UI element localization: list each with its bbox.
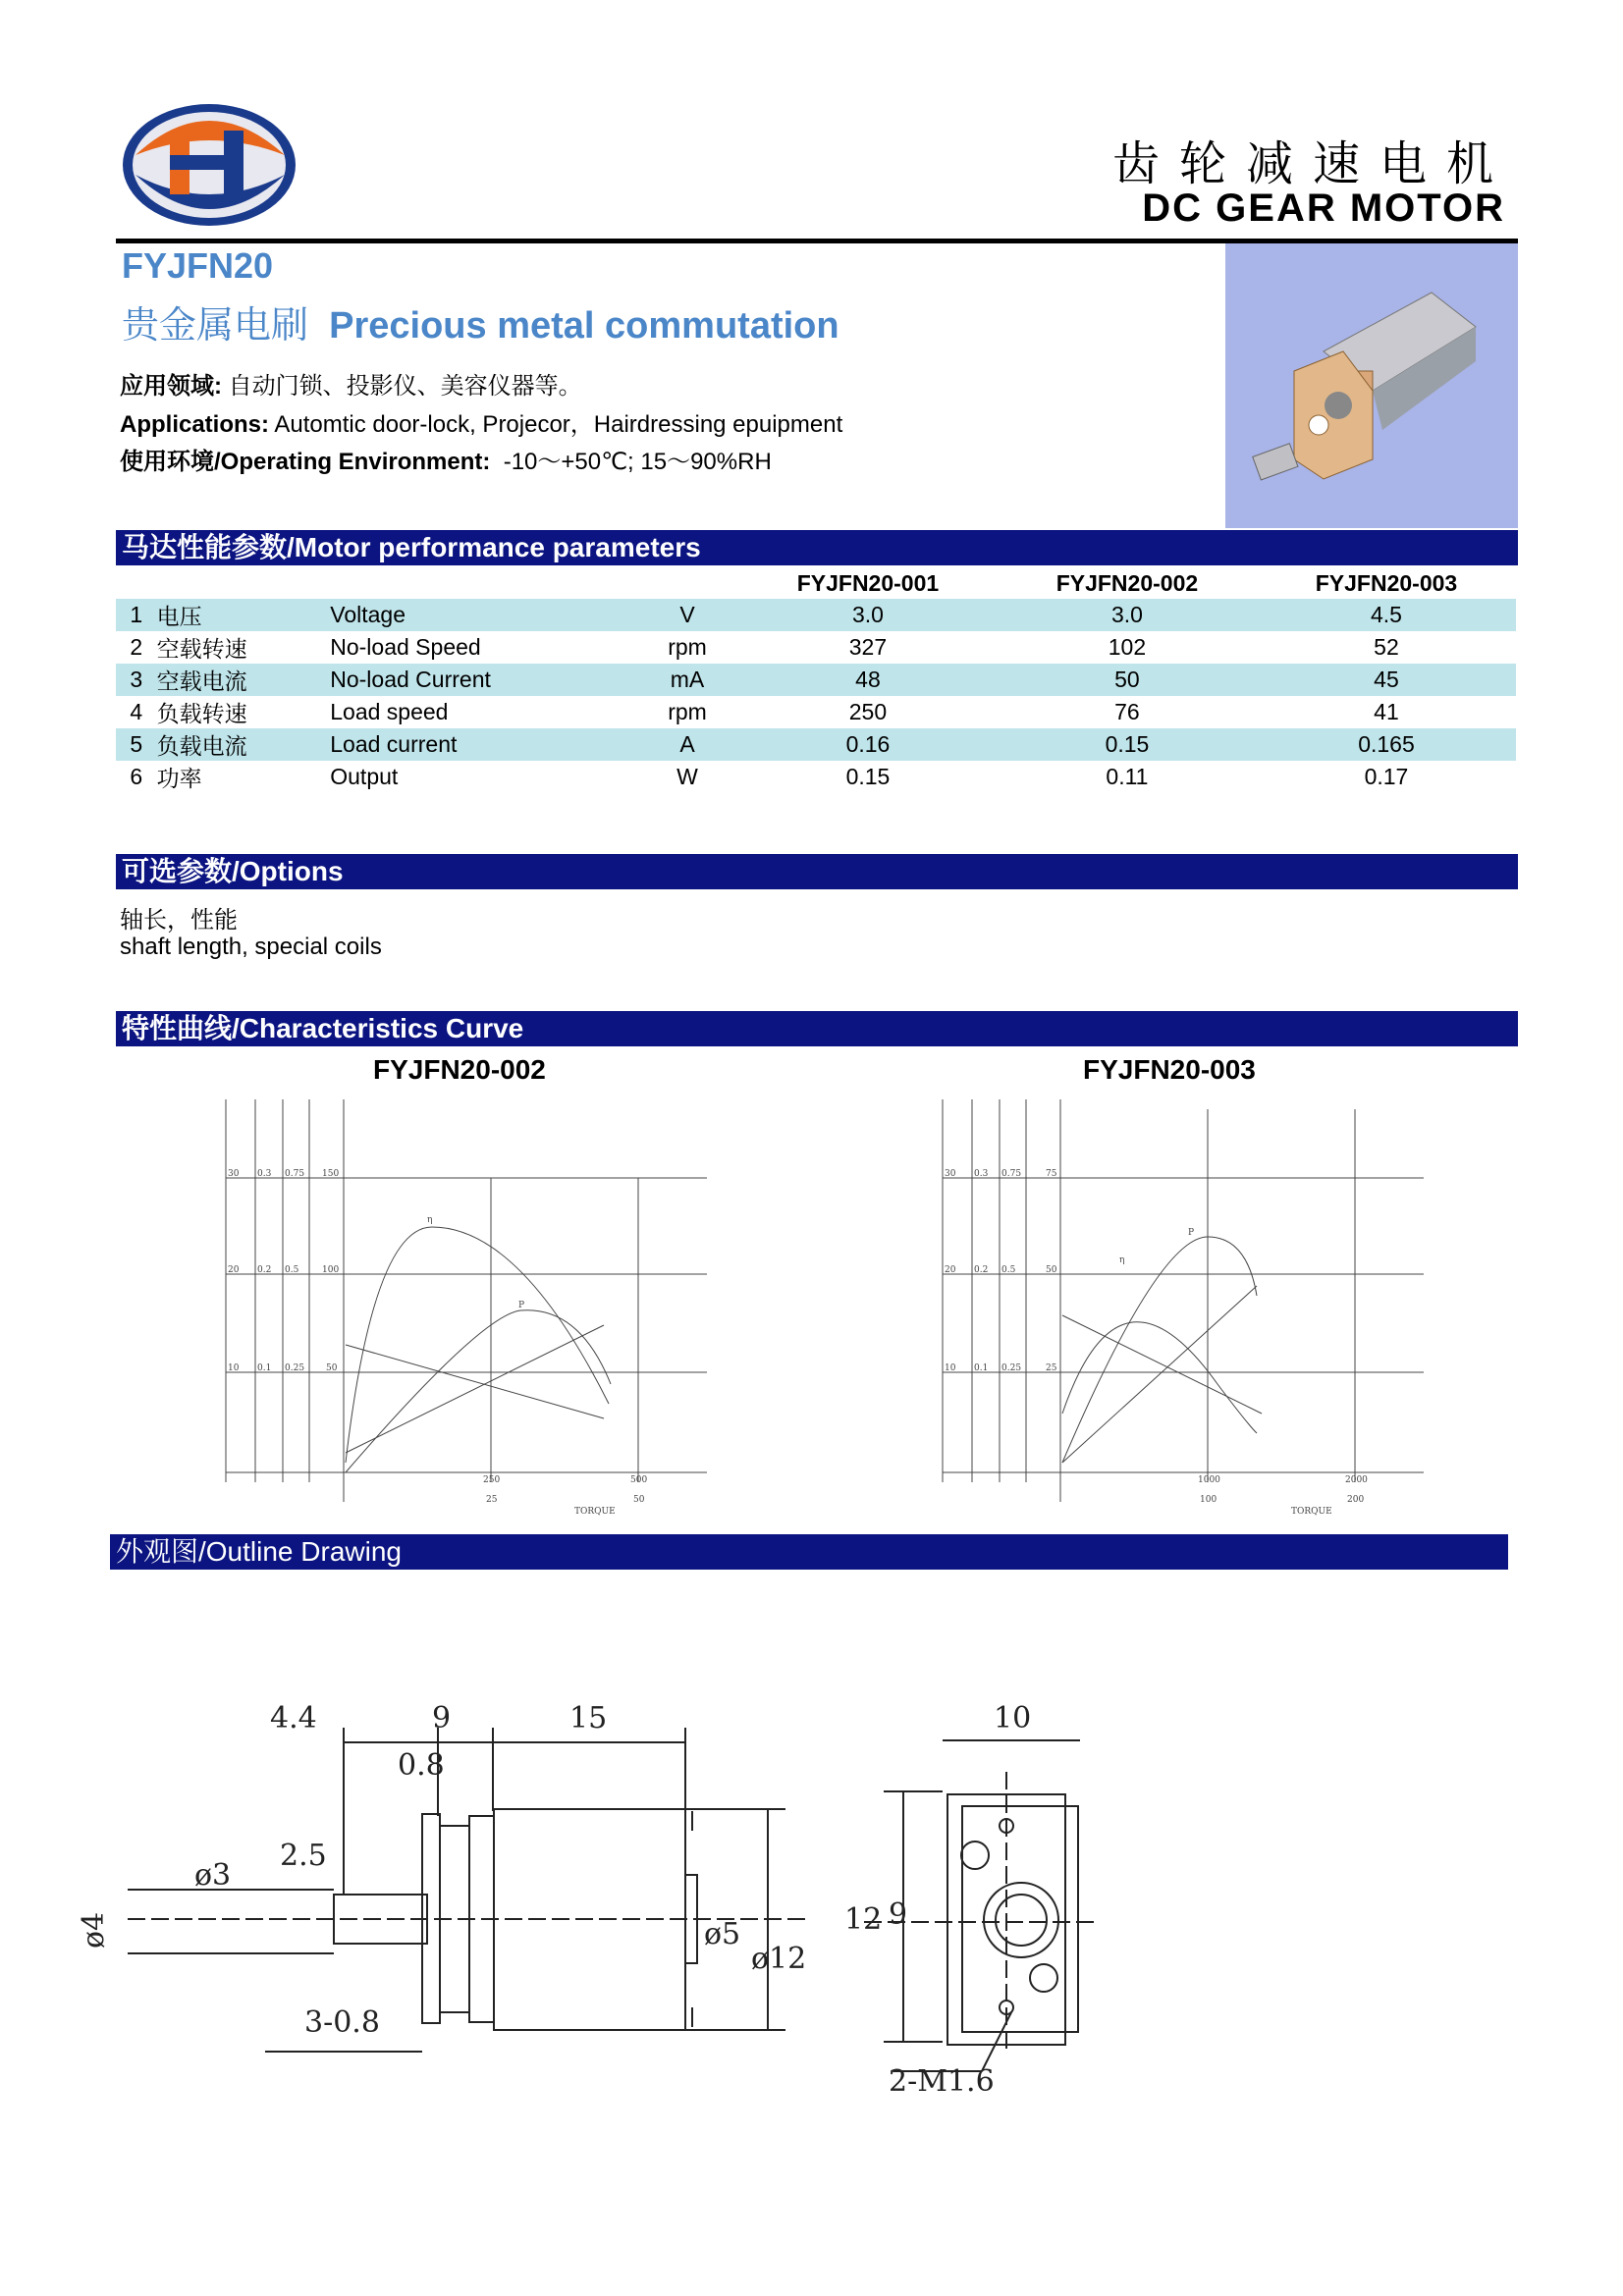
value-001: 0.15: [845, 764, 891, 789]
app-en-label: Applications:: [120, 411, 270, 438]
tick-label: 0.1: [974, 1363, 989, 1373]
axis-label-torque: TORQUE: [1291, 1507, 1332, 1517]
row-number: 3: [116, 664, 157, 696]
row-number: 6: [130, 764, 143, 789]
param-unit: mA: [636, 664, 738, 696]
table-header-row: [116, 567, 1516, 599]
tick-label: 0.25: [285, 1363, 305, 1373]
axis-label-torque: TORQUE: [574, 1507, 616, 1517]
options-en: shaft length, special coils: [120, 934, 382, 960]
tick-label: 50: [633, 1495, 645, 1505]
value-003: 0.165: [1257, 728, 1516, 761]
value-002: 76: [1114, 699, 1140, 724]
dim-4-4: 4.4: [270, 1701, 317, 1735]
chart-right-title: FYJFN20-003: [1083, 1054, 1256, 1085]
dim-3-0-8: 3-0.8: [304, 2005, 380, 2040]
value-001: 250: [848, 699, 888, 724]
tick-label: 10: [228, 1363, 240, 1373]
section-curve: 特性曲线/Characteristics Curve: [116, 1011, 1518, 1046]
section-outline: 外观图/Outline Drawing: [110, 1534, 1508, 1570]
app-cn-label: 应用领域:: [120, 373, 222, 400]
param-name-cn: 空载转速: [156, 636, 247, 662]
curve-power: [1062, 1237, 1257, 1463]
performance-table: [116, 567, 1516, 793]
tick-label: 150: [322, 1169, 340, 1179]
label-eta: η: [427, 1215, 433, 1225]
param-unit: rpm: [668, 634, 707, 660]
curve-power: [346, 1310, 611, 1472]
param-unit: V: [636, 599, 738, 631]
row-number: 4: [130, 699, 143, 724]
tick-label: 25: [486, 1495, 498, 1505]
value-003: 45: [1257, 664, 1516, 696]
param-unit: A: [636, 728, 738, 761]
param-name-cn: 负载电流: [157, 728, 331, 761]
tick-label: 100: [322, 1265, 340, 1275]
param-name-en: No-load Current: [330, 664, 636, 696]
tick-label: 10: [945, 1363, 956, 1373]
tick-label: 0.1: [257, 1363, 272, 1373]
value-003: 0.17: [1364, 764, 1409, 789]
header-title-cn: 齿轮减速电机: [1111, 136, 1513, 191]
table-header-002: FYJFN20-002: [1055, 569, 1199, 596]
param-unit: W: [676, 764, 698, 789]
curve-current: [346, 1325, 604, 1453]
param-name-en: Load current: [330, 728, 636, 761]
tick-label: 0.3: [257, 1169, 272, 1179]
dim-9: 9: [432, 1701, 452, 1735]
options-cn: 轴长，性能: [120, 907, 238, 934]
app-en-value: Automtic door-lock, Projecor，Hairdressing epuipment: [274, 411, 843, 438]
param-name-en: Load speed: [330, 699, 449, 724]
row-number: 2: [130, 634, 143, 660]
tick-label: 0.2: [974, 1265, 989, 1275]
dim-2-5: 2.5: [280, 1839, 327, 1873]
curve-speed: [346, 1345, 604, 1418]
row-number: 5: [116, 728, 157, 761]
dim-10: 10: [994, 1701, 1032, 1735]
label-eta: η: [1119, 1255, 1125, 1265]
dim-phi5: ø5: [704, 1917, 741, 1951]
value-001: 3.0: [738, 599, 998, 631]
row-number: 1: [116, 599, 157, 631]
tick-label: 200: [1347, 1495, 1365, 1505]
tick-label: 100: [1200, 1495, 1217, 1505]
tick-label: 25: [1046, 1363, 1057, 1373]
model-name: FYJFN20: [122, 245, 274, 286]
section-motor-params: 马达性能参数/Motor performance parameters: [116, 530, 1518, 565]
value-002: 50: [998, 664, 1257, 696]
table-row: [116, 761, 1516, 793]
param-name-en: Output: [330, 764, 399, 789]
value-001: 48: [738, 664, 998, 696]
value-003: 52: [1374, 634, 1399, 660]
gear-motor-photo: [1225, 243, 1518, 528]
dim-12: 12: [844, 1902, 883, 1937]
label-p: P: [518, 1301, 525, 1310]
param-name-cn: 空载电流: [157, 664, 331, 696]
tick-label: 0.2: [257, 1265, 272, 1275]
curve-efficiency: [1062, 1322, 1257, 1433]
tick-label: 20: [945, 1265, 956, 1275]
dim-0-8: 0.8: [398, 1748, 445, 1783]
table-row: [116, 664, 1516, 696]
param-name-cn: 负载转速: [156, 701, 247, 726]
subtitle-en: Precious metal commutation: [329, 305, 839, 347]
param-name-cn: 功率: [156, 766, 202, 791]
param-unit: rpm: [668, 699, 707, 724]
value-002: 102: [1108, 634, 1147, 660]
dim-phi4: ø4: [77, 1911, 111, 1949]
value-002: 3.0: [998, 599, 1257, 631]
value-002: 0.15: [998, 728, 1257, 761]
tick-label: 50: [1046, 1265, 1057, 1275]
curve-current: [1062, 1286, 1257, 1463]
tick-label: 2000: [1345, 1475, 1368, 1485]
chart-right: [923, 1090, 1434, 1531]
chart-left-title: FYJFN20-002: [373, 1054, 546, 1085]
tick-label: 0.3: [974, 1169, 989, 1179]
dim-m1-6: 2-M1.6: [889, 2064, 995, 2099]
tick-label: 1000: [1198, 1475, 1220, 1485]
subtitle-cn: 贵金属电刷: [122, 305, 309, 347]
table-header-001: FYJFN20-001: [796, 569, 940, 596]
curve-speed: [1062, 1315, 1262, 1414]
section-options: 可选参数/Options: [116, 854, 1518, 889]
label-p: P: [1188, 1228, 1195, 1238]
info-applications-cn: [120, 366, 582, 400]
table-row: [116, 599, 1516, 631]
app-cn-value: 自动门锁、投影仪、美容仪器等。: [228, 373, 582, 400]
tick-label: 75: [1046, 1169, 1057, 1179]
value-002: 0.11: [1106, 764, 1149, 789]
chart-left: [206, 1090, 717, 1531]
tick-label: 0.5: [285, 1265, 299, 1275]
tick-label: 500: [630, 1475, 648, 1485]
dim-9-vertical: 9: [889, 1897, 908, 1932]
subtitle: [122, 294, 839, 348]
dim-phi12: ø12: [751, 1942, 807, 1976]
tick-label: 30: [228, 1169, 240, 1179]
param-name-cn: 电压: [157, 599, 331, 631]
env-value: -10～+50℃; 15～90%RH: [503, 449, 772, 475]
fy-logo-icon: [116, 96, 302, 234]
value-001: 0.16: [738, 728, 998, 761]
info-applications-en: [120, 404, 842, 439]
info-environment: [120, 442, 772, 476]
value-003: 41: [1374, 699, 1399, 724]
value-003: 4.5: [1257, 599, 1516, 631]
table-row: [116, 696, 1516, 728]
dim-15: 15: [569, 1701, 608, 1735]
param-name-en: Voltage: [330, 599, 636, 631]
dim-phi3: ø3: [194, 1858, 232, 1893]
env-label: 使用环境/Operating Environment:: [120, 449, 491, 475]
tick-label: 250: [483, 1475, 501, 1485]
outline-drawing: [77, 1669, 1522, 2110]
tick-label: 30: [945, 1169, 956, 1179]
tick-label: 0.75: [1001, 1169, 1022, 1179]
header-title-en: DC GEAR MOTOR: [1142, 187, 1505, 230]
tick-label: 20: [228, 1265, 240, 1275]
table-row: [116, 631, 1516, 664]
value-001: 327: [848, 634, 888, 660]
table-row: [116, 728, 1516, 761]
table-header-003: FYJFN20-003: [1315, 569, 1458, 596]
param-name-en: No-load Speed: [330, 634, 481, 660]
tick-label: 0.75: [285, 1169, 305, 1179]
tick-label: 0.25: [1001, 1363, 1022, 1373]
tick-label: 50: [326, 1363, 338, 1373]
tick-label: 0.5: [1001, 1265, 1016, 1275]
